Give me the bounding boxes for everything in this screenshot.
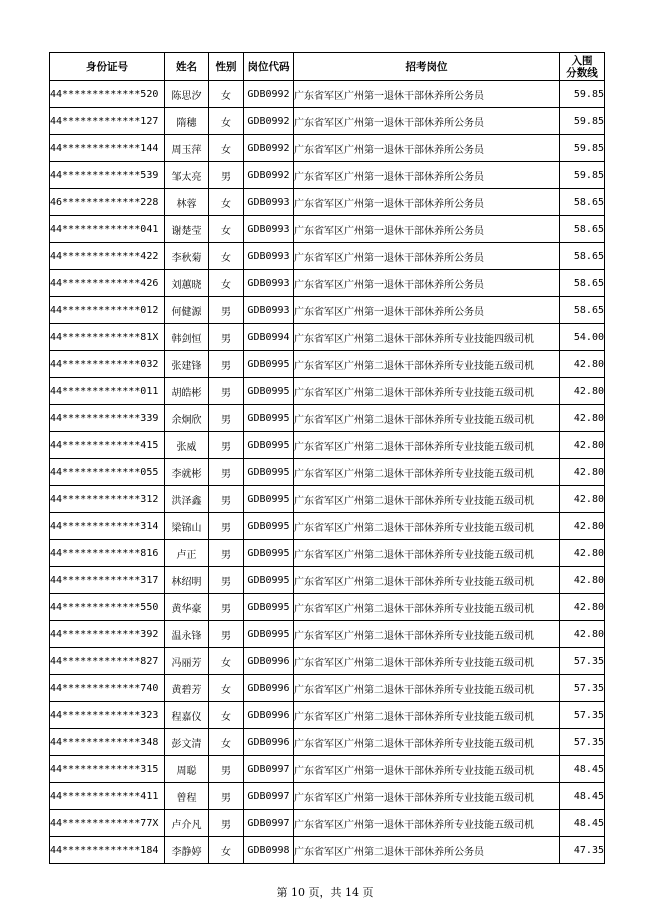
sex-cell: 男 (209, 486, 244, 513)
post-cell: 广东省军区广州第一退休干部休养所公务员 (294, 243, 560, 270)
table-row (50, 270, 605, 297)
id-cell: 44*************422 (50, 243, 165, 270)
sex-cell: 男 (209, 162, 244, 189)
post-cell: 广东省军区广州第二退休干部休养所公务员 (294, 837, 560, 864)
code-cell: GDB0997 (244, 756, 294, 783)
code-cell: GDB0995 (244, 540, 294, 567)
sex-cell: 女 (209, 675, 244, 702)
header-post: 招考岗位 (294, 53, 560, 81)
id-cell: 44*************77X (50, 810, 165, 837)
post-cell: 广东省军区广州第一退休干部休养所公务员 (294, 162, 560, 189)
code-cell: GDB0995 (244, 594, 294, 621)
name-cell: 程嘉仪 (165, 702, 209, 729)
sex-cell: 女 (209, 837, 244, 864)
id-cell: 44*************411 (50, 783, 165, 810)
sex-cell: 男 (209, 324, 244, 351)
id-cell: 44*************127 (50, 108, 165, 135)
id-cell: 44*************539 (50, 162, 165, 189)
code-cell: GDB0997 (244, 783, 294, 810)
score-cell: 58.65 (560, 270, 605, 297)
table-row (50, 513, 605, 540)
id-cell: 44*************323 (50, 702, 165, 729)
score-cell: 42.80 (560, 567, 605, 594)
table-row (50, 189, 605, 216)
score-cell: 42.80 (560, 540, 605, 567)
name-cell: 林蓉 (165, 189, 209, 216)
score-cell: 42.80 (560, 378, 605, 405)
id-cell: 44*************550 (50, 594, 165, 621)
post-cell: 广东省军区广州第二退休干部休养所专业技能五级司机 (294, 351, 560, 378)
id-cell: 44*************339 (50, 405, 165, 432)
code-cell: GDB0998 (244, 837, 294, 864)
table-row (50, 783, 605, 810)
post-cell: 广东省军区广州第二退休干部休养所专业技能五级司机 (294, 513, 560, 540)
post-cell: 广东省军区广州第二退休干部休养所专业技能五级司机 (294, 675, 560, 702)
table-row (50, 297, 605, 324)
table-row (50, 351, 605, 378)
name-cell: 黄碧芳 (165, 675, 209, 702)
sex-cell: 男 (209, 594, 244, 621)
score-cell: 57.35 (560, 648, 605, 675)
name-cell: 韩剑恒 (165, 324, 209, 351)
code-cell: GDB0996 (244, 648, 294, 675)
id-cell: 44*************314 (50, 513, 165, 540)
name-cell: 胡皓彬 (165, 378, 209, 405)
post-cell: 广东省军区广州第二退休干部休养所专业技能五级司机 (294, 594, 560, 621)
code-cell: GDB0994 (244, 324, 294, 351)
sex-cell: 男 (209, 405, 244, 432)
score-cell: 54.00 (560, 324, 605, 351)
page-footer: 第 10 页，共 14 页 (276, 886, 374, 899)
header-score-line2: 分数线 (566, 66, 598, 79)
sex-cell: 男 (209, 513, 244, 540)
name-cell: 卢正 (165, 540, 209, 567)
name-cell: 彭文清 (165, 729, 209, 756)
table-body (50, 81, 605, 864)
sex-cell: 男 (209, 810, 244, 837)
table-row (50, 837, 605, 864)
score-cell: 42.80 (560, 432, 605, 459)
id-cell: 44*************041 (50, 216, 165, 243)
sex-cell: 女 (209, 81, 244, 108)
post-cell: 广东省军区广州第二退休干部休养所专业技能五级司机 (294, 648, 560, 675)
score-cell: 57.35 (560, 702, 605, 729)
code-cell: GDB0993 (244, 243, 294, 270)
sex-cell: 男 (209, 378, 244, 405)
score-cell: 58.65 (560, 243, 605, 270)
header-score-line1: 入围 (571, 54, 593, 67)
name-cell: 李静婷 (165, 837, 209, 864)
post-cell: 广东省军区广州第二退休干部休养所专业技能五级司机 (294, 459, 560, 486)
id-cell: 44*************144 (50, 135, 165, 162)
code-cell: GDB0996 (244, 675, 294, 702)
sex-cell: 男 (209, 621, 244, 648)
name-cell: 梁锦山 (165, 513, 209, 540)
id-cell: 44*************317 (50, 567, 165, 594)
sex-cell: 男 (209, 756, 244, 783)
code-cell: GDB0993 (244, 297, 294, 324)
sex-cell: 女 (209, 729, 244, 756)
name-cell: 温永锋 (165, 621, 209, 648)
code-cell: GDB0995 (244, 459, 294, 486)
id-cell: 44*************81X (50, 324, 165, 351)
table-row (50, 567, 605, 594)
name-cell: 黄华豪 (165, 594, 209, 621)
score-cell: 59.85 (560, 162, 605, 189)
code-cell: GDB0992 (244, 108, 294, 135)
name-cell: 隋穗 (165, 108, 209, 135)
sex-cell: 男 (209, 783, 244, 810)
table-row (50, 648, 605, 675)
sex-cell: 男 (209, 432, 244, 459)
post-cell: 广东省军区广州第二退休干部休养所专业技能五级司机 (294, 729, 560, 756)
sex-cell: 男 (209, 459, 244, 486)
name-cell: 林绍明 (165, 567, 209, 594)
post-cell: 广东省军区广州第一退休干部休养所公务员 (294, 108, 560, 135)
header-id: 身份证号 (50, 53, 165, 81)
score-cell: 48.45 (560, 783, 605, 810)
name-cell: 余炯欣 (165, 405, 209, 432)
sex-cell: 男 (209, 297, 244, 324)
post-cell: 广东省军区广州第二退休干部休养所专业技能五级司机 (294, 540, 560, 567)
code-cell: GDB0995 (244, 621, 294, 648)
id-cell: 44*************011 (50, 378, 165, 405)
name-cell: 刘蕙晓 (165, 270, 209, 297)
name-cell: 周玉萍 (165, 135, 209, 162)
code-cell: GDB0995 (244, 405, 294, 432)
score-cell: 59.85 (560, 81, 605, 108)
post-cell: 广东省军区广州第二退休干部休养所专业技能五级司机 (294, 702, 560, 729)
table-row (50, 459, 605, 486)
post-cell: 广东省军区广州第一退休干部休养所专业技能五级司机 (294, 783, 560, 810)
score-cell: 42.80 (560, 621, 605, 648)
post-cell: 广东省军区广州第一退休干部休养所专业技能五级司机 (294, 756, 560, 783)
name-cell: 卢介凡 (165, 810, 209, 837)
table-header-row (50, 53, 605, 81)
id-cell: 44*************827 (50, 648, 165, 675)
post-cell: 广东省军区广州第二退休干部休养所专业技能五级司机 (294, 432, 560, 459)
sex-cell: 女 (209, 189, 244, 216)
name-cell: 冯丽芳 (165, 648, 209, 675)
score-cell: 48.45 (560, 810, 605, 837)
name-cell: 张威 (165, 432, 209, 459)
post-cell: 广东省军区广州第一退休干部休养所公务员 (294, 81, 560, 108)
score-cell: 59.85 (560, 135, 605, 162)
name-cell: 邹太亮 (165, 162, 209, 189)
id-cell: 44*************348 (50, 729, 165, 756)
sex-cell: 女 (209, 216, 244, 243)
id-cell: 44*************520 (50, 81, 165, 108)
name-cell: 李秋菊 (165, 243, 209, 270)
post-cell: 广东省军区广州第二退休干部休养所专业技能五级司机 (294, 486, 560, 513)
id-cell: 44*************315 (50, 756, 165, 783)
code-cell: GDB0993 (244, 189, 294, 216)
header-name: 姓名 (165, 53, 209, 81)
table-row (50, 729, 605, 756)
post-cell: 广东省军区广州第二退休干部休养所专业技能四级司机 (294, 324, 560, 351)
id-cell: 44*************816 (50, 540, 165, 567)
code-cell: GDB0997 (244, 810, 294, 837)
post-cell: 广东省军区广州第一退休干部休养所专业技能五级司机 (294, 810, 560, 837)
code-cell: GDB0992 (244, 81, 294, 108)
table-row (50, 486, 605, 513)
table-row (50, 756, 605, 783)
sex-cell: 女 (209, 108, 244, 135)
score-cell: 58.65 (560, 189, 605, 216)
id-cell: 44*************740 (50, 675, 165, 702)
name-cell: 周聪 (165, 756, 209, 783)
table-row (50, 135, 605, 162)
code-cell: GDB0996 (244, 729, 294, 756)
score-cell: 42.80 (560, 513, 605, 540)
sex-cell: 男 (209, 567, 244, 594)
code-cell: GDB0995 (244, 513, 294, 540)
code-cell: GDB0992 (244, 162, 294, 189)
id-cell: 44*************415 (50, 432, 165, 459)
table-row (50, 243, 605, 270)
table-row (50, 108, 605, 135)
id-cell: 44*************426 (50, 270, 165, 297)
score-cell: 47.35 (560, 837, 605, 864)
table-row (50, 540, 605, 567)
post-cell: 广东省军区广州第二退休干部休养所专业技能五级司机 (294, 621, 560, 648)
score-cell: 57.35 (560, 675, 605, 702)
candidate-table (49, 52, 605, 864)
code-cell: GDB0993 (244, 270, 294, 297)
table-row (50, 216, 605, 243)
post-cell: 广东省军区广州第一退休干部休养所公务员 (294, 216, 560, 243)
post-cell: 广东省军区广州第二退休干部休养所专业技能五级司机 (294, 567, 560, 594)
score-cell: 58.65 (560, 297, 605, 324)
name-cell: 张建锋 (165, 351, 209, 378)
code-cell: GDB0995 (244, 378, 294, 405)
name-cell: 李就彬 (165, 459, 209, 486)
post-cell: 广东省军区广州第二退休干部休养所专业技能五级司机 (294, 405, 560, 432)
name-cell: 谢楚莹 (165, 216, 209, 243)
name-cell: 洪泽鑫 (165, 486, 209, 513)
table-row (50, 702, 605, 729)
table-row (50, 432, 605, 459)
sex-cell: 男 (209, 351, 244, 378)
table-row (50, 162, 605, 189)
code-cell: GDB0993 (244, 216, 294, 243)
id-cell: 44*************012 (50, 297, 165, 324)
table-row (50, 81, 605, 108)
table-row (50, 675, 605, 702)
code-cell: GDB0996 (244, 702, 294, 729)
name-cell: 曾程 (165, 783, 209, 810)
code-cell: GDB0995 (244, 432, 294, 459)
id-cell: 44*************392 (50, 621, 165, 648)
table-row (50, 324, 605, 351)
score-cell: 58.65 (560, 216, 605, 243)
sex-cell: 女 (209, 702, 244, 729)
table-row (50, 378, 605, 405)
score-cell: 42.80 (560, 594, 605, 621)
table-row (50, 405, 605, 432)
score-cell: 42.80 (560, 405, 605, 432)
header-sex: 性别 (209, 53, 244, 81)
score-cell: 57.35 (560, 729, 605, 756)
table-row (50, 594, 605, 621)
sex-cell: 女 (209, 270, 244, 297)
name-cell: 何健源 (165, 297, 209, 324)
header-code: 岗位代码 (244, 53, 294, 81)
score-cell: 42.80 (560, 351, 605, 378)
post-cell: 广东省军区广州第二退休干部休养所专业技能五级司机 (294, 378, 560, 405)
table-row (50, 810, 605, 837)
score-cell: 42.80 (560, 459, 605, 486)
score-cell: 42.80 (560, 486, 605, 513)
score-cell: 48.45 (560, 756, 605, 783)
code-cell: GDB0995 (244, 486, 294, 513)
id-cell: 44*************055 (50, 459, 165, 486)
post-cell: 广东省军区广州第一退休干部休养所公务员 (294, 270, 560, 297)
id-cell: 44*************312 (50, 486, 165, 513)
header-score (560, 53, 605, 81)
sex-cell: 女 (209, 243, 244, 270)
name-cell: 陈思汐 (165, 81, 209, 108)
id-cell: 44*************032 (50, 351, 165, 378)
id-cell: 46*************228 (50, 189, 165, 216)
sex-cell: 女 (209, 648, 244, 675)
post-cell: 广东省军区广州第一退休干部休养所公务员 (294, 297, 560, 324)
sex-cell: 男 (209, 540, 244, 567)
code-cell: GDB0995 (244, 567, 294, 594)
table-row (50, 621, 605, 648)
code-cell: GDB0995 (244, 351, 294, 378)
sex-cell: 女 (209, 135, 244, 162)
code-cell: GDB0992 (244, 135, 294, 162)
score-cell: 59.85 (560, 108, 605, 135)
post-cell: 广东省军区广州第一退休干部休养所公务员 (294, 189, 560, 216)
id-cell: 44*************184 (50, 837, 165, 864)
post-cell: 广东省军区广州第一退休干部休养所公务员 (294, 135, 560, 162)
